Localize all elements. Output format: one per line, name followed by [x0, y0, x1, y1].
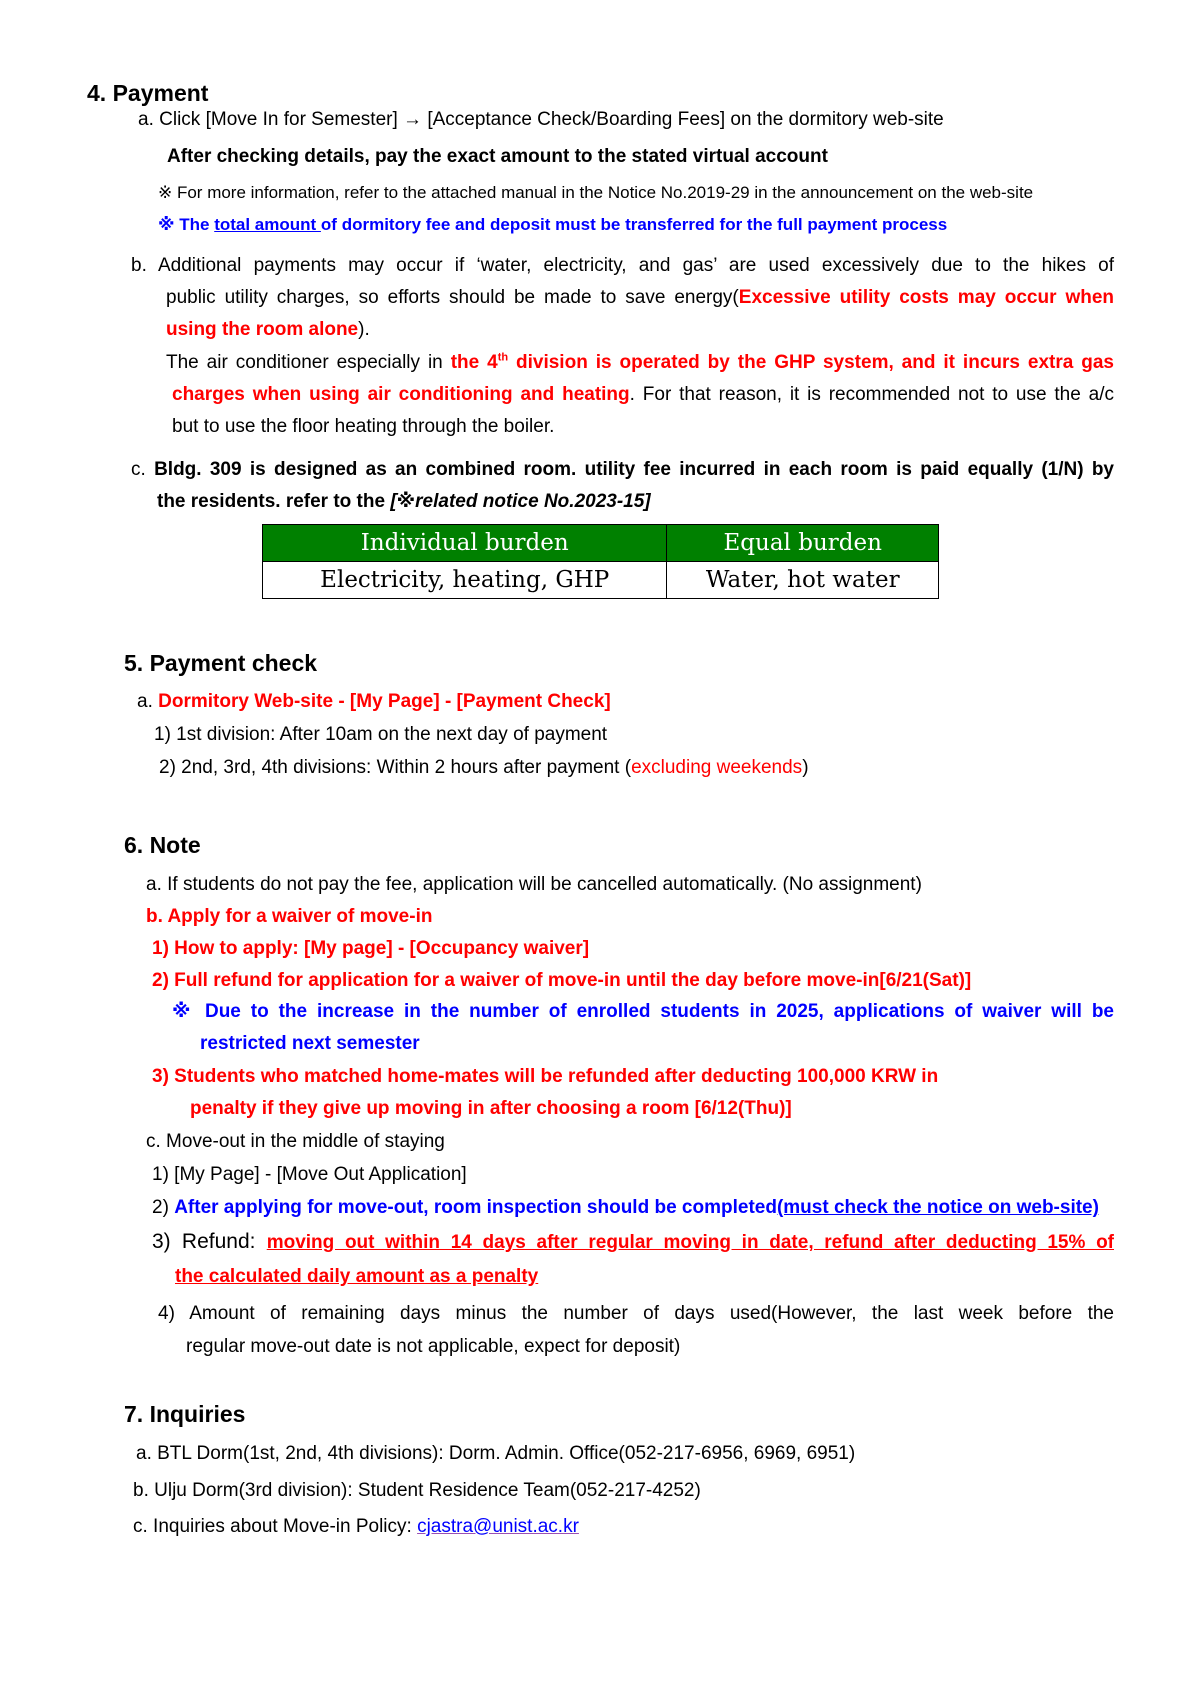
payment-item-b-line5: charges when using air conditioning and heating. For that reason, it is recommended not to use the a/c: [172, 384, 1114, 405]
payment-check-item-1: 1) 1st division: After 10am on the next day of payment: [154, 724, 608, 745]
refund-penalty-text: moving out within 14 days after regular moving in date, refund after deducting 15% of: [266, 1232, 1114, 1253]
payment-total-amount-note: ※ The total amount of dormitory fee and deposit must be transferred for the full payment process: [158, 215, 948, 234]
note-item-b2: 2) Full refund for application for a waiver of move-in until the day before move-in[6/21(Sat)]: [152, 970, 972, 991]
payment-check-item-2: 2) 2nd, 3rd, 4th divisions: Within 2 hours after payment (excluding weekends): [159, 757, 809, 778]
payment-item-c-line2: the residents. refer to the [※related notice No.2023-15]: [157, 491, 651, 512]
note-item-b3-line2: penalty if they give up moving in after choosing a room [6/12(Thu)]: [190, 1098, 792, 1119]
burden-table: [262, 524, 939, 599]
burden-cell-individual: Electricity, heating, GHP: [263, 562, 667, 599]
section-6-heading: 6. Note: [124, 832, 201, 858]
inquiry-email-link[interactable]: cjastra@unist.ac.kr: [417, 1516, 579, 1537]
payment-item-b-line6: but to use the floor heating through the boiler.: [172, 416, 555, 437]
check-notice-underlined: (must check the notice on web-site): [776, 1197, 1099, 1218]
note-item-c: c. Move-out in the middle of staying: [146, 1131, 445, 1152]
note-item-c4-line2: regular move-out date is not applicable, expect for deposit): [186, 1336, 681, 1357]
payment-item-a-text: Click [Move In for Semester] → [Acceptance Check/Boarding Fees] on the dormitory web-site: [159, 109, 944, 130]
note-item-b1: 1) How to apply: [My page] - [Occupancy waiver]: [152, 938, 590, 959]
payment-check-path: Dormitory Web-site - [My Page] - [Payment Check]: [158, 691, 611, 712]
payment-item-c-marker: c.: [131, 459, 146, 480]
waiver-restriction-note-line1: ※ Due to the increase in the number of enrolled students in 2025, applications of waiver will be: [172, 1001, 1114, 1022]
payment-manual-note: ※ For more information, refer to the attached manual in the Notice No.2019-29 in the announcement on the web-site: [158, 183, 1034, 202]
note-item-c3-line1: 3) Refund: moving out within 14 days after regular moving in date, refund after deducting 15% of: [152, 1230, 1114, 1253]
payment-item-b-line1: b. Additional payments may occur if ‘water, electricity, and gas’ are used excessively due to the hikes of: [131, 255, 1114, 276]
waiver-restriction-note-line2: restricted next semester: [200, 1033, 420, 1054]
excluding-weekends: excluding weekends: [631, 757, 803, 778]
burden-cell-equal: Water, hot water: [667, 562, 939, 599]
inquiry-item-a: a. BTL Dorm(1st, 2nd, 4th divisions): Dorm. Admin. Office(052-217-6956, 6969, 6951): [136, 1443, 856, 1464]
note-item-b3-line1: 3) Students who matched home-mates will be refunded after deducting 100,000 KRW in: [152, 1066, 939, 1087]
section-4-heading: 4. Payment: [87, 80, 209, 106]
section-5-heading: 5. Payment check: [124, 650, 318, 676]
payment-check-item-a: a. Dormitory Web-site - [My Page] - [Payment Check]: [137, 691, 611, 712]
note-item-b: b. Apply for a waiver of move-in: [146, 906, 433, 927]
related-notice-reference: [※related notice No.2023-15]: [390, 491, 651, 512]
ghp-system-warning: the 4th division is operated by the GHP system, and it incurs extra gas: [450, 351, 1114, 373]
payment-item-a: [138, 108, 944, 132]
inquiry-item-b: b. Ulju Dorm(3rd division): Student Residence Team(052-217-4252): [133, 1480, 701, 1501]
note-item-c2: 2) After applying for move-out, room inspection should be completed(must check the notice on web-site): [152, 1197, 1099, 1218]
burden-header-equal: Equal burden: [667, 525, 939, 562]
payment-item-b-line2: public utility charges, so efforts should be made to save energy(Excessive utility costs may occur when: [166, 287, 1114, 308]
table-row: [263, 562, 939, 599]
excessive-utility-warning: Excessive utility costs may occur when: [738, 287, 1114, 308]
burden-header-individual: Individual burden: [263, 525, 667, 562]
note-item-c3-line2: the calculated daily amount as a penalty: [175, 1266, 539, 1287]
inquiry-item-c: c. Inquiries about Move-in Policy: cjastra@unist.ac.kr: [133, 1516, 579, 1537]
payment-item-c-line1: c. Bldg. 309 is designed as an combined room. utility fee incurred in each room is paid equally (1/N) by: [131, 459, 1114, 480]
payment-bold-instruction: After checking details, pay the exact amount to the stated virtual account: [167, 146, 828, 167]
note-item-c4-line1: 4) Amount of remaining days minus the number of days used(However, the last week before the: [158, 1303, 1114, 1324]
note-item-c1: 1) [My Page] - [Move Out Application]: [152, 1164, 467, 1185]
payment-item-a-marker: a.: [138, 109, 154, 130]
note-item-a: a. If students do not pay the fee, application will be cancelled automatically. (No assignment): [146, 874, 922, 895]
total-amount-underlined: total amount: [214, 215, 321, 234]
section-7-heading: 7. Inquiries: [124, 1401, 246, 1427]
payment-item-b-line3: using the room alone).: [166, 319, 370, 340]
burden-table-header-row: [263, 525, 939, 562]
payment-item-b-line4: The air conditioner especially in the 4th division is operated by the GHP system, and it incurs extra gas: [166, 351, 1114, 373]
